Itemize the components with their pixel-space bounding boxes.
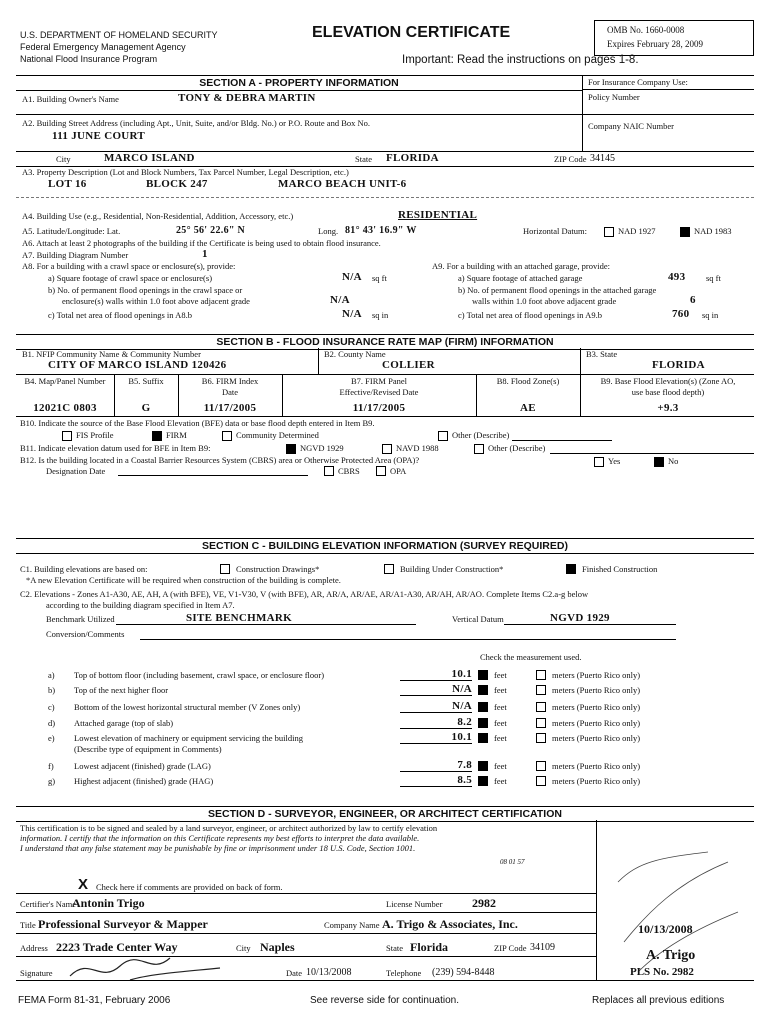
feet-label: feet bbox=[494, 685, 507, 695]
a9-label: A9. For a building with an attached garage, provide: bbox=[432, 261, 610, 271]
zip-label: ZIP Code bbox=[554, 154, 587, 164]
feet-checkbox[interactable] bbox=[478, 670, 488, 680]
elevation-row-label: Lowest adjacent (finished) grade (LAG) bbox=[74, 761, 211, 771]
telephone-label: Telephone bbox=[386, 968, 422, 978]
date-label: Date bbox=[286, 968, 303, 978]
firm-label: FIRM bbox=[166, 430, 187, 440]
elevation-row-key: b) bbox=[48, 685, 56, 695]
b12-label: B12. Is the building located in a Coastal Barrier Resources System (CBRS) area or Otherwise Protected Area (OPA)? bbox=[20, 455, 420, 465]
certifier-address[interactable]: 2223 Trade Center Way bbox=[56, 940, 178, 954]
a8a-unit: sq ft bbox=[372, 273, 387, 283]
other-describe-label: Other (Describe) bbox=[452, 430, 510, 440]
agency-line-3: National Flood Insurance Program bbox=[20, 54, 158, 64]
a4-building-use[interactable]: RESIDENTIAL bbox=[398, 209, 478, 221]
b7-firm-panel-date[interactable]: 11/17/2005 bbox=[352, 402, 406, 414]
under-construction-label: Building Under Construction* bbox=[400, 564, 504, 574]
footer-form-number: FEMA Form 81-31, February 2006 bbox=[18, 995, 171, 1006]
elevation-row-label: Lowest elevation of machinery or equipment servicing the building bbox=[74, 733, 303, 743]
a1-label: A1. Building Owner's Name bbox=[22, 94, 119, 104]
title-label: Title bbox=[20, 920, 36, 930]
elevation-row-value[interactable]: 8.2 bbox=[400, 716, 472, 729]
a8b-label-2: enclosure(s) walls within 1.0 foot above adjacent grade bbox=[62, 296, 250, 306]
elevation-row-value[interactable]: 10.1 bbox=[400, 668, 472, 681]
c2-label-2: according to the building diagram specified in Item A7. bbox=[46, 600, 235, 610]
a9c-value[interactable]: 760 bbox=[672, 308, 690, 320]
section-a-title: SECTION A - PROPERTY INFORMATION bbox=[16, 75, 582, 91]
elevation-row-value[interactable]: 7.8 bbox=[400, 759, 472, 772]
fis-profile-label: FIS Profile bbox=[76, 430, 114, 440]
feet-checkbox[interactable] bbox=[478, 702, 488, 712]
cert-text-3: I understand that any false statement may be punishable by fine or imprisonment under 18 U.S. Code, Section 1001. bbox=[20, 843, 416, 853]
elevation-row-label: Attached garage (top of slab) bbox=[74, 718, 174, 728]
feet-checkbox[interactable] bbox=[478, 776, 488, 786]
feet-label: feet bbox=[494, 733, 507, 743]
elevation-row-label: Highest adjacent (finished) grade (HAG) bbox=[74, 776, 214, 786]
feet-checkbox[interactable] bbox=[478, 761, 488, 771]
a5-label: A5. Latitude/Longitude: Lat. bbox=[22, 226, 121, 236]
check-measurement-label: Check the measurement used. bbox=[480, 652, 582, 662]
a8c-value[interactable]: N/A bbox=[342, 308, 362, 320]
company-name-label: Company Name bbox=[324, 920, 380, 930]
a7-diagram-number[interactable]: 1 bbox=[202, 248, 208, 260]
b10-label: B10. Indicate the source of the Base Flood Elevation (BFE) data or base flood depth entered in Item B9. bbox=[20, 418, 375, 428]
certifier-name-label: Certifier's Name bbox=[20, 899, 77, 909]
omb-expires: Expires February 28, 2009 bbox=[607, 39, 703, 49]
a2-street-address[interactable]: 111 JUNE COURT bbox=[52, 130, 146, 142]
benchmark-value[interactable]: SITE BENCHMARK bbox=[186, 612, 292, 624]
a2-label: A2. Building Street Address (including Apt., Unit, Suite, and/or Bldg. No.) or P.O. Route and Box No. bbox=[22, 118, 371, 128]
seal-name: A. Trigo bbox=[646, 948, 696, 963]
other-datum-label: Other (Describe) bbox=[488, 443, 546, 453]
vertical-datum-label: Vertical Datum bbox=[452, 614, 504, 624]
meters-label: meters (Puerto Rico only) bbox=[552, 718, 641, 728]
feet-checkbox[interactable] bbox=[478, 718, 488, 728]
a3-block[interactable]: BLOCK 247 bbox=[146, 178, 208, 190]
footer-replaces: Replaces all previous editions bbox=[592, 995, 725, 1006]
address-state[interactable]: Florida bbox=[410, 940, 448, 954]
c2-label-1: C2. Elevations - Zones A1-A30, AE, AH, A (with BFE), VE, V1-V30, V (with BFE), AR, AR/A, AR/AE, AR/A1-A30, AR/AH, AR/AO. Complete Items C2.a-g below bbox=[20, 589, 589, 599]
important-note: Important: Read the instructions on pages 1-8. bbox=[402, 54, 639, 66]
naic-number-label: Company NAIC Number bbox=[588, 121, 674, 131]
nad1983-checkbox[interactable] bbox=[680, 227, 690, 237]
elevation-row-value[interactable]: 8.5 bbox=[400, 774, 472, 787]
b12-yes-label: Yes bbox=[608, 456, 621, 466]
meters-checkbox[interactable] bbox=[536, 670, 546, 680]
section-d-title: SECTION D - SURVEYOR, ENGINEER, OR ARCHITECT CERTIFICATION bbox=[16, 806, 754, 822]
agency-line-1: U.S. DEPARTMENT OF HOMELAND SECURITY bbox=[20, 30, 218, 40]
b9-base-flood-elevation[interactable]: +9.3 bbox=[657, 402, 679, 414]
horizontal-datum-label: Horizontal Datum: bbox=[523, 226, 587, 236]
license-number[interactable]: 2982 bbox=[472, 896, 496, 910]
elevation-row-value[interactable]: 10.1 bbox=[400, 731, 472, 744]
signature-date[interactable]: 10/13/2008 bbox=[306, 967, 352, 978]
b9-label-1: B9. Base Flood Elevation(s) (Zone AO, bbox=[600, 376, 736, 386]
b3-label: B3. State bbox=[586, 349, 618, 359]
b6-firm-index-date[interactable]: 11/17/2005 bbox=[203, 402, 257, 414]
address-city[interactable]: Naples bbox=[260, 940, 295, 954]
feet-checkbox[interactable] bbox=[478, 733, 488, 743]
a9b-label-1: b) No. of permanent flood openings in the attached garage bbox=[458, 285, 657, 295]
certifier-title[interactable]: Professional Surveyor & Mapper bbox=[38, 917, 208, 931]
address-zip-label: ZIP Code bbox=[494, 943, 527, 953]
a9a-unit: sq ft bbox=[706, 273, 721, 283]
navd1988-label: NAVD 1988 bbox=[396, 443, 439, 453]
elevation-row-label-2: (Describe type of equipment in Comments) bbox=[74, 744, 222, 754]
fis-profile-checkbox[interactable] bbox=[62, 431, 72, 441]
cbrs-label: CBRS bbox=[338, 466, 360, 476]
opa-label: OPA bbox=[390, 466, 407, 476]
seal-pls-number: PLS No. 2982 bbox=[630, 966, 694, 978]
comments-check-label: Check here if comments are provided on back of form. bbox=[96, 882, 283, 892]
elevation-row-key: a) bbox=[48, 670, 55, 680]
state-label: State bbox=[355, 154, 372, 164]
meters-label: meters (Puerto Rico only) bbox=[552, 776, 641, 786]
elevation-row-label: Top of bottom floor (including basement, crawl space, or enclosure floor) bbox=[74, 670, 325, 680]
a8c-unit: sq in bbox=[372, 310, 389, 320]
agency-line-2: Federal Emergency Management Agency bbox=[20, 42, 186, 52]
b8-label: B8. Flood Zone(s) bbox=[496, 376, 560, 386]
c1-label: C1. Building elevations are based on: bbox=[20, 564, 148, 574]
form-title: ELEVATION CERTIFICATE bbox=[312, 24, 511, 41]
a3-unit[interactable]: MARCO BEACH UNIT-6 bbox=[278, 178, 407, 190]
b5-label: B5. Suffix bbox=[128, 376, 164, 386]
elevation-row-label: Top of the next higher floor bbox=[74, 685, 169, 695]
ngvd1929-checkbox[interactable] bbox=[286, 444, 296, 454]
a4-label: A4. Building Use (e.g., Residential, Non-Residential, Addition, Accessory, etc.) bbox=[22, 211, 294, 221]
address-state-label: State bbox=[386, 943, 403, 953]
footer-continuation: See reverse side for continuation. bbox=[310, 995, 459, 1006]
opa-checkbox[interactable] bbox=[376, 466, 386, 476]
elevation-row-key: d) bbox=[48, 718, 56, 728]
meters-checkbox[interactable] bbox=[536, 776, 546, 786]
elevation-row-value[interactable]: N/A bbox=[400, 683, 472, 696]
elevation-row-key: g) bbox=[48, 776, 56, 786]
feet-checkbox[interactable] bbox=[478, 685, 488, 695]
b2-label: B2. County Name bbox=[324, 349, 386, 359]
feet-label: feet bbox=[494, 718, 507, 728]
a9c-unit: sq in bbox=[702, 310, 719, 320]
vertical-datum-value[interactable]: NGVD 1929 bbox=[550, 612, 610, 624]
a9b-value[interactable]: 6 bbox=[690, 294, 696, 306]
cert-text-2: information. I certify that the information on this Certificate represents my best efforts to interpret the data available. bbox=[20, 833, 420, 843]
a9b-label-2: walls within 1.0 foot above adjacent grade bbox=[472, 296, 617, 306]
a8a-value[interactable]: N/A bbox=[342, 271, 362, 283]
a9a-value[interactable]: 493 bbox=[668, 271, 686, 283]
elevation-row-key: f) bbox=[48, 761, 54, 771]
b4-map-panel[interactable]: 12021C 0803 bbox=[33, 402, 97, 414]
b4-label: B4. Map/Panel Number bbox=[24, 376, 106, 386]
b1-label: B1. NFIP Community Name & Community Number bbox=[22, 349, 201, 359]
construction-drawings-label: Construction Drawings* bbox=[236, 564, 320, 574]
nad1927-checkbox[interactable] bbox=[604, 227, 614, 237]
a5-longitude[interactable]: 81° 43' 16.9" W bbox=[345, 225, 417, 236]
zip-value[interactable]: 34145 bbox=[590, 153, 615, 164]
b1-community[interactable]: CITY OF MARCO ISLAND 120426 bbox=[48, 359, 227, 371]
a8b-label-1: b) No. of permanent flood openings in the crawl space or bbox=[48, 285, 243, 295]
finished-construction-checkbox[interactable] bbox=[566, 564, 576, 574]
section-c-title: SECTION C - BUILDING ELEVATION INFORMATION (SURVEY REQUIRED) bbox=[16, 538, 754, 554]
b11-label: B11. Indicate elevation datum used for BFE in Item B9: bbox=[20, 443, 211, 453]
policy-number-label: Policy Number bbox=[588, 92, 640, 102]
cbrs-checkbox[interactable] bbox=[324, 466, 334, 476]
b12-yes-checkbox[interactable] bbox=[594, 457, 604, 467]
other-datum-checkbox[interactable] bbox=[474, 444, 484, 454]
a6-text: A6. Attach at least 2 photographs of the building if the Certificate is being used to obtain flood insurance. bbox=[22, 238, 381, 248]
a7-label: A7. Building Diagram Number bbox=[22, 250, 129, 260]
other-describe-checkbox[interactable] bbox=[438, 431, 448, 441]
b9-label-2: use base flood depth) bbox=[631, 387, 705, 397]
a8c-label: c) Total net area of flood openings in A8.b bbox=[48, 310, 192, 320]
a1-owner-name[interactable]: TONY & DEBRA MARTIN bbox=[178, 92, 316, 104]
b2-county[interactable]: COLLIER bbox=[382, 359, 435, 371]
signature-label: Signature bbox=[20, 968, 53, 978]
b7-label-1: B7. FIRM Panel bbox=[351, 376, 407, 386]
b6-label-1: B6. FIRM Index bbox=[201, 376, 259, 386]
omb-number: OMB No. 1660-0008 bbox=[607, 25, 685, 35]
ngvd1929-label: NGVD 1929 bbox=[300, 443, 344, 453]
city-label: City bbox=[56, 154, 71, 164]
certifier-name[interactable]: Antonin Trigo bbox=[72, 896, 145, 910]
address-city-label: City bbox=[236, 943, 251, 953]
meters-checkbox[interactable] bbox=[536, 702, 546, 712]
benchmark-label: Benchmark Utilized bbox=[46, 614, 115, 624]
a5-long-label: Long. bbox=[318, 226, 339, 236]
cert-text-1: This certification is to be signed and sealed by a land surveyor, engineer, or architect authorized by law to certify elevation bbox=[20, 823, 438, 833]
a5-latitude[interactable]: 25° 56' 22.6" N bbox=[176, 225, 246, 236]
meters-label: meters (Puerto Rico only) bbox=[552, 733, 641, 743]
section-b-title: SECTION B - FLOOD INSURANCE RATE MAP (FIRM) INFORMATION bbox=[16, 334, 754, 350]
company-name[interactable]: A. Trigo & Associates, Inc. bbox=[382, 917, 518, 931]
elevation-row-label: Bottom of the lowest horizontal structural member (V Zones only) bbox=[74, 702, 301, 712]
elevation-row-key: c) bbox=[48, 702, 55, 712]
a8a-label: a) Square footage of crawl space or enclosure(s) bbox=[48, 273, 213, 283]
community-determined-label: Community Determined bbox=[236, 430, 319, 440]
address-label: Address bbox=[20, 943, 48, 953]
feet-label: feet bbox=[494, 670, 507, 680]
finished-construction-label: Finished Construction bbox=[582, 564, 658, 574]
meters-checkbox[interactable] bbox=[536, 718, 546, 728]
insurance-use-label: For Insurance Company Use: bbox=[588, 77, 688, 87]
meters-checkbox[interactable] bbox=[536, 761, 546, 771]
b12-no-checkbox[interactable] bbox=[654, 457, 664, 467]
conversion-comments-label: Conversion/Comments bbox=[46, 629, 125, 639]
state-value[interactable]: FLORIDA bbox=[386, 152, 439, 164]
nad1927-label: NAD 1927 bbox=[618, 226, 656, 236]
elevation-row-key: e) bbox=[48, 733, 55, 743]
designation-date-label: Designation Date bbox=[46, 466, 106, 476]
feet-label: feet bbox=[494, 761, 507, 771]
address-zip[interactable]: 34109 bbox=[530, 942, 555, 953]
b5-suffix[interactable]: G bbox=[141, 402, 151, 414]
feet-label: feet bbox=[494, 702, 507, 712]
comments-check-mark[interactable]: X bbox=[78, 876, 89, 893]
meters-checkbox[interactable] bbox=[536, 733, 546, 743]
meters-label: meters (Puerto Rico only) bbox=[552, 670, 641, 680]
b12-no-label: No bbox=[668, 456, 679, 466]
elevation-row-value[interactable]: N/A bbox=[400, 700, 472, 713]
meters-label: meters (Puerto Rico only) bbox=[552, 761, 641, 771]
feet-label: feet bbox=[494, 776, 507, 786]
city-value[interactable]: MARCO ISLAND bbox=[104, 152, 195, 164]
b6-label-2: Date bbox=[221, 387, 239, 397]
under-construction-checkbox[interactable] bbox=[384, 564, 394, 574]
a3-lot[interactable]: LOT 16 bbox=[48, 178, 87, 190]
b3-state[interactable]: FLORIDA bbox=[652, 359, 705, 371]
license-number-label: License Number bbox=[386, 899, 443, 909]
a8-label: A8. For a building with a crawl space or enclosure(s), provide: bbox=[22, 261, 236, 271]
seal-small-number: 08 01 57 bbox=[500, 858, 525, 866]
a8b-value[interactable]: N/A bbox=[330, 294, 350, 306]
navd1988-checkbox[interactable] bbox=[382, 444, 392, 454]
a9c-label: c) Total net area of flood openings in A9.b bbox=[458, 310, 602, 320]
firm-checkbox[interactable] bbox=[152, 431, 162, 441]
b7-label-2: Effective/Revised Date bbox=[339, 387, 419, 397]
meters-checkbox[interactable] bbox=[536, 685, 546, 695]
seal-date: 10/13/2008 bbox=[638, 922, 693, 936]
telephone[interactable]: (239) 594-8448 bbox=[432, 967, 495, 978]
construction-drawings-checkbox[interactable] bbox=[220, 564, 230, 574]
meters-label: meters (Puerto Rico only) bbox=[552, 702, 641, 712]
omb-box bbox=[594, 20, 754, 56]
community-determined-checkbox[interactable] bbox=[222, 431, 232, 441]
a3-label: A3. Property Description (Lot and Block Numbers, Tax Parcel Number, Legal Description, etc.) bbox=[22, 167, 349, 177]
meters-label: meters (Puerto Rico only) bbox=[552, 685, 641, 695]
b8-flood-zone[interactable]: AE bbox=[520, 402, 536, 414]
c1-note: *A new Elevation Certificate will be required when construction of the building is complete. bbox=[26, 575, 341, 585]
a9a-label: a) Square footage of attached garage bbox=[458, 273, 583, 283]
nad1983-label: NAD 1983 bbox=[694, 226, 732, 236]
